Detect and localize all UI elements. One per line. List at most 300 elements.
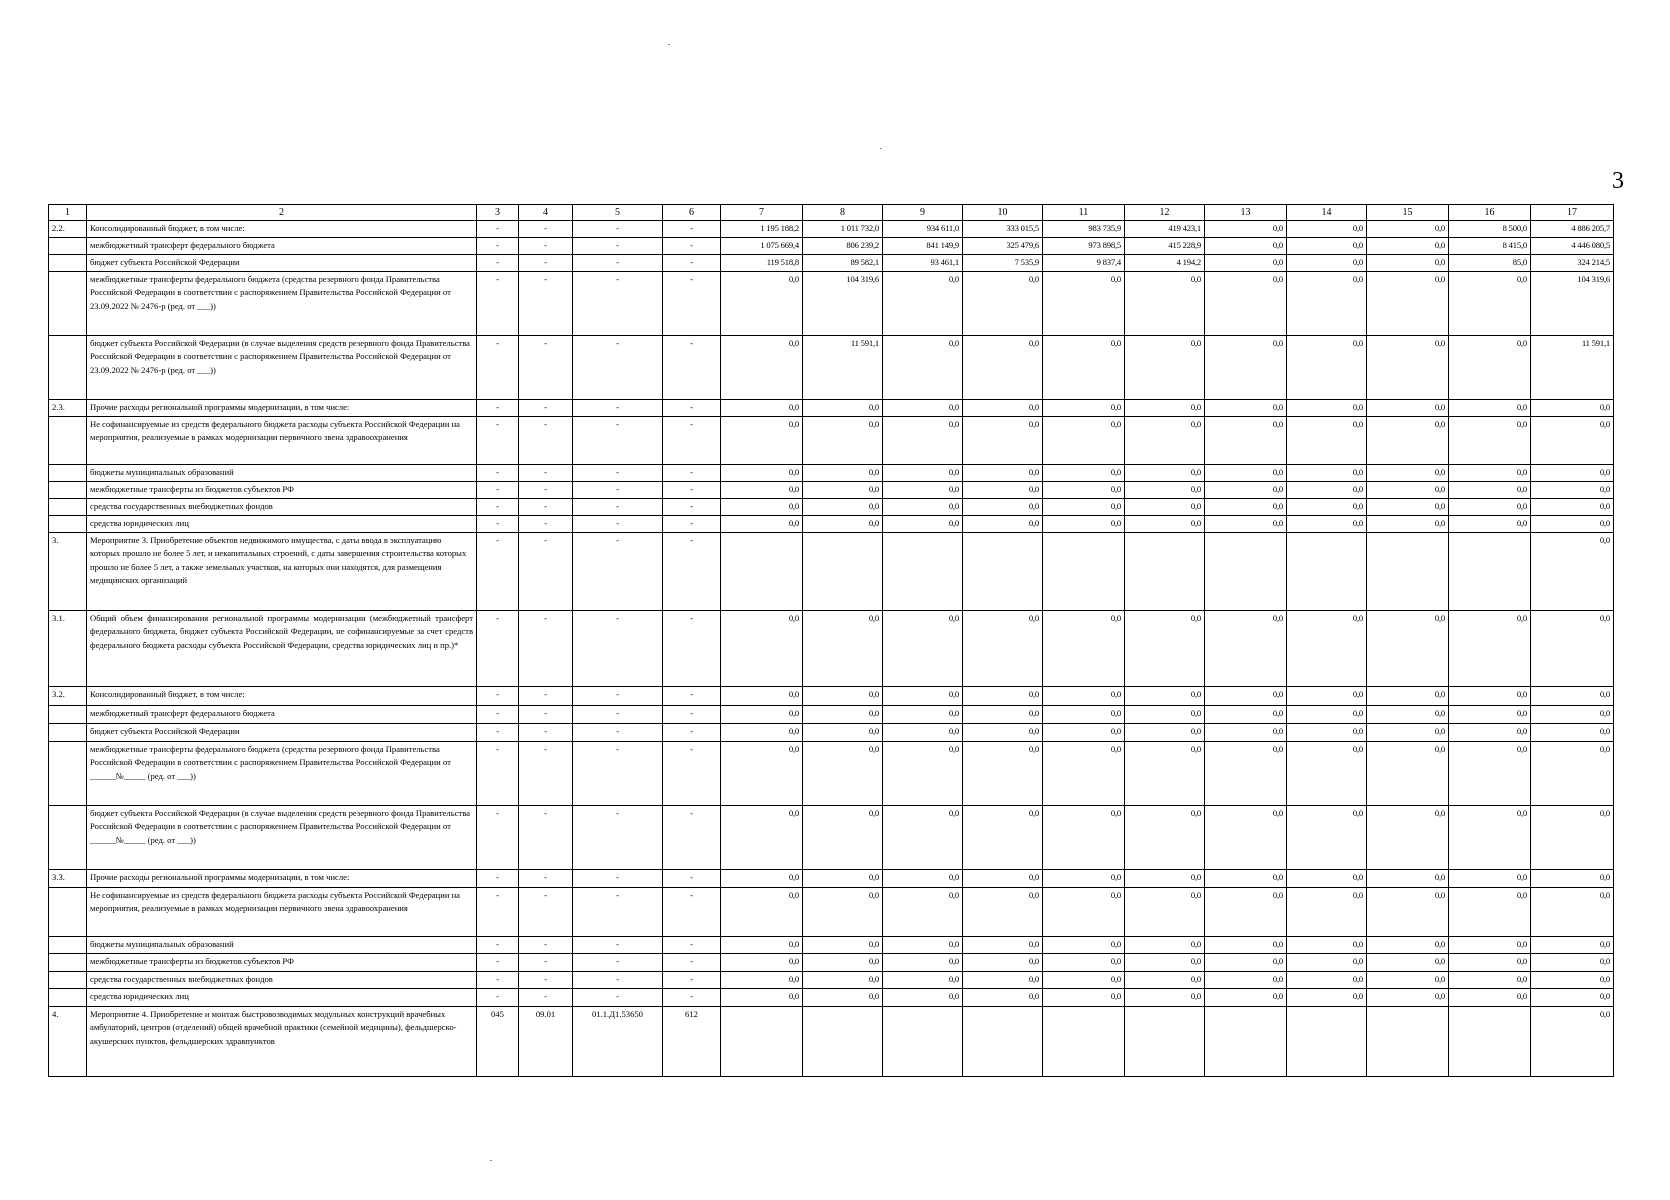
value-cell xyxy=(1125,1007,1205,1077)
value-cell: 983 735,9 xyxy=(1043,221,1125,238)
code-cell: - xyxy=(663,221,721,238)
value-cell: 0,0 xyxy=(1531,954,1614,972)
column-number-header xyxy=(49,205,1614,221)
row-number: 3.2. xyxy=(49,687,87,706)
value-cell: 119 518,8 xyxy=(721,255,803,272)
value-cell: 0,0 xyxy=(1367,870,1449,888)
code-cell: - xyxy=(573,724,663,742)
code-cell: - xyxy=(477,706,519,724)
value-cell: 0,0 xyxy=(1449,400,1531,417)
value-cell: 0,0 xyxy=(1043,989,1125,1007)
code-cell: - xyxy=(519,806,573,870)
value-cell: 0,0 xyxy=(1043,742,1125,806)
value-cell: 1 011 732,0 xyxy=(803,221,883,238)
row-number xyxy=(49,972,87,989)
code-cell: - xyxy=(573,937,663,954)
value-cell: 0,0 xyxy=(721,516,803,533)
row-number xyxy=(49,937,87,954)
value-cell: 934 611,0 xyxy=(883,221,963,238)
table-row xyxy=(49,499,1614,516)
row-number xyxy=(49,465,87,482)
value-cell: 0,0 xyxy=(883,972,963,989)
value-cell: 0,0 xyxy=(1367,724,1449,742)
value-cell: 93 461,1 xyxy=(883,255,963,272)
code-cell: - xyxy=(519,238,573,255)
value-cell: 0,0 xyxy=(721,482,803,499)
row-number: 2.2. xyxy=(49,221,87,238)
value-cell: 0,0 xyxy=(803,806,883,870)
value-cell: 0,0 xyxy=(1043,465,1125,482)
value-cell: 0,0 xyxy=(1367,482,1449,499)
value-cell: 0,0 xyxy=(1531,417,1614,465)
value-cell: 0,0 xyxy=(721,272,803,336)
value-cell: 0,0 xyxy=(1367,400,1449,417)
value-cell: 415 228,9 xyxy=(1125,238,1205,255)
value-cell: 0,0 xyxy=(1367,499,1449,516)
value-cell: 0,0 xyxy=(1205,417,1287,465)
value-cell xyxy=(883,1007,963,1077)
table-row xyxy=(49,272,1614,336)
value-cell: 324 214,5 xyxy=(1531,255,1614,272)
table-row xyxy=(49,611,1614,687)
value-cell: 0,0 xyxy=(1449,724,1531,742)
code-cell: - xyxy=(519,221,573,238)
value-cell: 0,0 xyxy=(721,888,803,937)
value-cell: 0,0 xyxy=(1287,499,1367,516)
row-description: Мероприятие 3. Приобретение объектов недвижимого имущества, с даты ввода в эксплуатацию которых прошло не более 5 лет, и некапитальных строений, с даты завершения строительства которых прошло не более 5 лет, а также земельных участков, на которых они находятся, для размещения медицинских организаций xyxy=(87,533,477,611)
code-cell: - xyxy=(573,465,663,482)
value-cell: 0,0 xyxy=(1367,888,1449,937)
value-cell xyxy=(963,1007,1043,1077)
table-row xyxy=(49,1007,1614,1077)
value-cell: 0,0 xyxy=(963,465,1043,482)
row-description: Не софинансируемые из средств федерального бюджета расходы субъекта Российской Федерации на мероприятия, реализуемые в рамках модернизации первичного звена здравоохранения xyxy=(87,417,477,465)
value-cell: 104 319,6 xyxy=(803,272,883,336)
code-cell: - xyxy=(477,742,519,806)
scan-speck xyxy=(880,148,882,149)
value-cell: 0,0 xyxy=(1205,516,1287,533)
code-cell: - xyxy=(663,417,721,465)
value-cell: 4 194,2 xyxy=(1125,255,1205,272)
row-number xyxy=(49,336,87,400)
value-cell: 0,0 xyxy=(1531,1007,1614,1077)
row-number xyxy=(49,806,87,870)
value-cell: 0,0 xyxy=(963,417,1043,465)
column-header: 10 xyxy=(963,205,1043,221)
value-cell: 0,0 xyxy=(963,972,1043,989)
table-row xyxy=(49,482,1614,499)
row-number: 3. xyxy=(49,533,87,611)
value-cell: 104 319,6 xyxy=(1531,272,1614,336)
value-cell: 7 535,9 xyxy=(963,255,1043,272)
code-cell: - xyxy=(477,687,519,706)
row-number xyxy=(49,499,87,516)
value-cell: 0,0 xyxy=(1449,336,1531,400)
budget-table-wrapper xyxy=(48,204,1614,1077)
column-header: 2 xyxy=(87,205,477,221)
scan-speck xyxy=(668,44,670,45)
value-cell: 0,0 xyxy=(1367,465,1449,482)
value-cell: 85,0 xyxy=(1449,255,1531,272)
code-cell: - xyxy=(573,687,663,706)
value-cell: 0,0 xyxy=(1205,255,1287,272)
value-cell: 0,0 xyxy=(1125,400,1205,417)
value-cell: 0,0 xyxy=(1125,611,1205,687)
value-cell xyxy=(803,1007,883,1077)
value-cell: 0,0 xyxy=(1531,516,1614,533)
value-cell: 0,0 xyxy=(721,400,803,417)
row-description: межбюджетные трансферты из бюджетов субъектов РФ xyxy=(87,954,477,972)
code-cell: - xyxy=(477,499,519,516)
column-header: 16 xyxy=(1449,205,1531,221)
value-cell: 1 195 188,2 xyxy=(721,221,803,238)
value-cell: 0,0 xyxy=(883,706,963,724)
value-cell: 0,0 xyxy=(803,989,883,1007)
value-cell: 0,0 xyxy=(721,706,803,724)
table-row xyxy=(49,687,1614,706)
code-cell: - xyxy=(477,336,519,400)
code-cell: - xyxy=(519,724,573,742)
value-cell: 0,0 xyxy=(883,499,963,516)
value-cell: 0,0 xyxy=(1125,465,1205,482)
value-cell: 0,0 xyxy=(803,611,883,687)
value-cell: 0,0 xyxy=(1043,806,1125,870)
value-cell: 0,0 xyxy=(1125,806,1205,870)
column-header: 8 xyxy=(803,205,883,221)
row-number xyxy=(49,482,87,499)
code-cell: - xyxy=(477,954,519,972)
value-cell: 0,0 xyxy=(1205,465,1287,482)
value-cell: 0,0 xyxy=(1287,465,1367,482)
value-cell: 0,0 xyxy=(1125,972,1205,989)
value-cell: 0,0 xyxy=(1531,499,1614,516)
value-cell xyxy=(1287,533,1367,611)
value-cell: 0,0 xyxy=(721,972,803,989)
code-cell: - xyxy=(663,516,721,533)
row-number: 4. xyxy=(49,1007,87,1077)
value-cell: 0,0 xyxy=(883,687,963,706)
value-cell xyxy=(1367,1007,1449,1077)
value-cell: 0,0 xyxy=(1125,272,1205,336)
value-cell: 0,0 xyxy=(1205,611,1287,687)
value-cell xyxy=(1125,533,1205,611)
value-cell: 0,0 xyxy=(963,611,1043,687)
code-cell: - xyxy=(663,972,721,989)
value-cell: 0,0 xyxy=(1287,272,1367,336)
code-cell: - xyxy=(519,400,573,417)
value-cell: 0,0 xyxy=(803,400,883,417)
code-cell: - xyxy=(663,272,721,336)
value-cell: 0,0 xyxy=(1125,482,1205,499)
value-cell: 0,0 xyxy=(1367,972,1449,989)
code-cell: - xyxy=(519,870,573,888)
value-cell xyxy=(963,533,1043,611)
value-cell: 0,0 xyxy=(721,336,803,400)
code-cell: - xyxy=(663,870,721,888)
code-cell: - xyxy=(573,516,663,533)
column-header: 11 xyxy=(1043,205,1125,221)
value-cell: 841 149,9 xyxy=(883,238,963,255)
value-cell xyxy=(1449,533,1531,611)
value-cell: 0,0 xyxy=(1287,972,1367,989)
value-cell: 0,0 xyxy=(963,724,1043,742)
value-cell: 0,0 xyxy=(1287,255,1367,272)
table-row xyxy=(49,706,1614,724)
code-cell: 09.01 xyxy=(519,1007,573,1077)
value-cell: 0,0 xyxy=(883,724,963,742)
value-cell: 0,0 xyxy=(883,806,963,870)
row-description: межбюджетные трансферты федерального бюджета (средства резервного фонда Правительства Российской Федерации в соответствии с распоряжением Правительства Российской Федерации от ______№_____ (ред. от ___)) xyxy=(87,742,477,806)
value-cell: 0,0 xyxy=(721,937,803,954)
value-cell: 0,0 xyxy=(721,611,803,687)
value-cell: 8 500,0 xyxy=(1449,221,1531,238)
table-row xyxy=(49,954,1614,972)
code-cell: - xyxy=(663,465,721,482)
value-cell: 0,0 xyxy=(1531,611,1614,687)
value-cell: 0,0 xyxy=(1205,870,1287,888)
value-cell: 0,0 xyxy=(721,499,803,516)
code-cell: - xyxy=(663,954,721,972)
value-cell: 0,0 xyxy=(1205,482,1287,499)
value-cell xyxy=(803,533,883,611)
value-cell: 0,0 xyxy=(721,742,803,806)
value-cell: 0,0 xyxy=(1287,417,1367,465)
value-cell: 0,0 xyxy=(1449,687,1531,706)
value-cell: 0,0 xyxy=(1125,870,1205,888)
value-cell: 0,0 xyxy=(721,806,803,870)
code-cell: - xyxy=(477,972,519,989)
row-description: Мероприятие 4. Приобретение и монтаж быстровозводимых модульных конструкций врачебных амбулаторий, центров (отделений) общей врачебной практики (семейной медицины), фельдшерско-акушерских пунктов, фельдшерских здравпунктов xyxy=(87,1007,477,1077)
value-cell: 0,0 xyxy=(1531,687,1614,706)
table-body xyxy=(49,205,1614,1077)
row-description: средства государственных внебюджетных фондов xyxy=(87,499,477,516)
value-cell xyxy=(1043,533,1125,611)
code-cell: 01.1.Д1.53650 xyxy=(573,1007,663,1077)
value-cell: 0,0 xyxy=(883,465,963,482)
value-cell: 0,0 xyxy=(803,687,883,706)
value-cell: 0,0 xyxy=(1043,272,1125,336)
value-cell: 0,0 xyxy=(803,499,883,516)
value-cell: 0,0 xyxy=(1287,989,1367,1007)
code-cell: - xyxy=(477,465,519,482)
code-cell: - xyxy=(573,272,663,336)
value-cell: 0,0 xyxy=(1287,336,1367,400)
column-header: 7 xyxy=(721,205,803,221)
value-cell: 0,0 xyxy=(1125,516,1205,533)
code-cell: - xyxy=(477,937,519,954)
value-cell: 0,0 xyxy=(1125,888,1205,937)
value-cell: 0,0 xyxy=(803,516,883,533)
value-cell xyxy=(721,1007,803,1077)
value-cell: 0,0 xyxy=(1125,499,1205,516)
value-cell: 0,0 xyxy=(963,272,1043,336)
value-cell: 0,0 xyxy=(963,989,1043,1007)
code-cell: - xyxy=(519,687,573,706)
value-cell: 0,0 xyxy=(963,482,1043,499)
value-cell: 0,0 xyxy=(1531,742,1614,806)
value-cell: 0,0 xyxy=(1531,400,1614,417)
code-cell: 612 xyxy=(663,1007,721,1077)
value-cell xyxy=(883,533,963,611)
code-cell: - xyxy=(477,989,519,1007)
code-cell: - xyxy=(573,989,663,1007)
value-cell: 0,0 xyxy=(803,724,883,742)
value-cell: 0,0 xyxy=(963,336,1043,400)
value-cell xyxy=(1449,1007,1531,1077)
row-description: бюджеты муниципальных образований xyxy=(87,937,477,954)
row-number xyxy=(49,272,87,336)
value-cell: 0,0 xyxy=(1125,724,1205,742)
row-number xyxy=(49,238,87,255)
code-cell: - xyxy=(477,516,519,533)
value-cell: 0,0 xyxy=(1205,742,1287,806)
value-cell: 0,0 xyxy=(883,870,963,888)
code-cell: - xyxy=(519,255,573,272)
code-cell: - xyxy=(663,706,721,724)
value-cell: 0,0 xyxy=(963,687,1043,706)
code-cell: - xyxy=(573,888,663,937)
value-cell: 0,0 xyxy=(1449,499,1531,516)
value-cell: 0,0 xyxy=(803,888,883,937)
row-description: бюджет субъекта Российской Федерации xyxy=(87,255,477,272)
row-number: 3.3. xyxy=(49,870,87,888)
page-number: 3 xyxy=(1612,168,1624,194)
code-cell: - xyxy=(519,336,573,400)
value-cell: 0,0 xyxy=(1205,400,1287,417)
value-cell: 0,0 xyxy=(1125,989,1205,1007)
table-row xyxy=(49,937,1614,954)
value-cell: 0,0 xyxy=(1287,238,1367,255)
value-cell: 0,0 xyxy=(883,611,963,687)
value-cell: 0,0 xyxy=(963,516,1043,533)
code-cell: - xyxy=(519,937,573,954)
row-description: Консолидированный бюджет, в том числе: xyxy=(87,687,477,706)
column-header: 6 xyxy=(663,205,721,221)
code-cell: - xyxy=(663,482,721,499)
value-cell: 0,0 xyxy=(1449,417,1531,465)
value-cell: 0,0 xyxy=(1287,742,1367,806)
table-row xyxy=(49,400,1614,417)
value-cell: 0,0 xyxy=(1043,937,1125,954)
value-cell: 0,0 xyxy=(1205,888,1287,937)
value-cell: 0,0 xyxy=(1287,937,1367,954)
code-cell: - xyxy=(519,516,573,533)
value-cell: 0,0 xyxy=(1043,888,1125,937)
value-cell: 0,0 xyxy=(1125,417,1205,465)
row-number xyxy=(49,989,87,1007)
column-header: 1 xyxy=(49,205,87,221)
code-cell: - xyxy=(477,400,519,417)
value-cell: 0,0 xyxy=(1287,870,1367,888)
value-cell xyxy=(1287,1007,1367,1077)
value-cell: 0,0 xyxy=(1449,482,1531,499)
value-cell: 0,0 xyxy=(803,742,883,806)
value-cell: 0,0 xyxy=(1205,499,1287,516)
value-cell: 0,0 xyxy=(1449,706,1531,724)
column-header: 9 xyxy=(883,205,963,221)
code-cell: - xyxy=(477,482,519,499)
value-cell: 0,0 xyxy=(1125,336,1205,400)
code-cell: - xyxy=(573,336,663,400)
value-cell: 0,0 xyxy=(721,870,803,888)
code-cell: - xyxy=(477,417,519,465)
code-cell: - xyxy=(477,255,519,272)
table-row xyxy=(49,742,1614,806)
column-header: 13 xyxy=(1205,205,1287,221)
code-cell: - xyxy=(663,400,721,417)
table-row xyxy=(49,533,1614,611)
column-header: 4 xyxy=(519,205,573,221)
value-cell: 1 075 669,4 xyxy=(721,238,803,255)
value-cell: 0,0 xyxy=(803,482,883,499)
value-cell: 0,0 xyxy=(963,499,1043,516)
row-number: 3.1. xyxy=(49,611,87,687)
value-cell: 0,0 xyxy=(1205,687,1287,706)
value-cell: 0,0 xyxy=(1125,937,1205,954)
column-header: 15 xyxy=(1367,205,1449,221)
value-cell: 0,0 xyxy=(1449,806,1531,870)
value-cell xyxy=(1043,1007,1125,1077)
value-cell: 0,0 xyxy=(1205,989,1287,1007)
row-description: Общий объем финансирования региональной программы модернизации (межбюджетный трансферт федерального бюджета, бюджет субъекта Российской Федерации, не софинансируемые за счет средств федерального бюджета расходы субъекта Российской Федерации, средства юридических лиц и пр.)* xyxy=(87,611,477,687)
table-row xyxy=(49,221,1614,238)
row-number xyxy=(49,516,87,533)
code-cell: - xyxy=(573,972,663,989)
row-description: Прочие расходы региональной программы модернизации, в том числе: xyxy=(87,870,477,888)
value-cell: 0,0 xyxy=(1043,417,1125,465)
value-cell: 0,0 xyxy=(803,972,883,989)
value-cell: 0,0 xyxy=(1367,806,1449,870)
table-row xyxy=(49,336,1614,400)
value-cell: 0,0 xyxy=(1043,611,1125,687)
code-cell: - xyxy=(573,706,663,724)
value-cell: 0,0 xyxy=(963,937,1043,954)
column-header: 14 xyxy=(1287,205,1367,221)
value-cell: 0,0 xyxy=(1449,989,1531,1007)
value-cell: 0,0 xyxy=(1531,972,1614,989)
value-cell: 0,0 xyxy=(1449,888,1531,937)
code-cell: - xyxy=(573,806,663,870)
code-cell: - xyxy=(573,533,663,611)
code-cell: - xyxy=(519,482,573,499)
value-cell: 0,0 xyxy=(1531,533,1614,611)
value-cell: 0,0 xyxy=(963,870,1043,888)
table-row xyxy=(49,255,1614,272)
table-row xyxy=(49,516,1614,533)
value-cell: 0,0 xyxy=(1205,221,1287,238)
value-cell: 0,0 xyxy=(721,417,803,465)
value-cell: 0,0 xyxy=(1043,972,1125,989)
code-cell: - xyxy=(573,400,663,417)
value-cell: 0,0 xyxy=(1287,724,1367,742)
value-cell: 0,0 xyxy=(1531,806,1614,870)
value-cell: 0,0 xyxy=(1367,221,1449,238)
value-cell: 0,0 xyxy=(1205,336,1287,400)
value-cell xyxy=(1205,533,1287,611)
value-cell: 0,0 xyxy=(1449,870,1531,888)
value-cell: 0,0 xyxy=(1287,400,1367,417)
value-cell: 0,0 xyxy=(1043,724,1125,742)
code-cell: - xyxy=(477,238,519,255)
code-cell: - xyxy=(519,989,573,1007)
column-header: 17 xyxy=(1531,205,1614,221)
code-cell: - xyxy=(477,611,519,687)
code-cell: - xyxy=(573,482,663,499)
code-cell: - xyxy=(519,706,573,724)
value-cell: 0,0 xyxy=(1449,465,1531,482)
value-cell: 4 886 205,7 xyxy=(1531,221,1614,238)
value-cell: 0,0 xyxy=(803,465,883,482)
